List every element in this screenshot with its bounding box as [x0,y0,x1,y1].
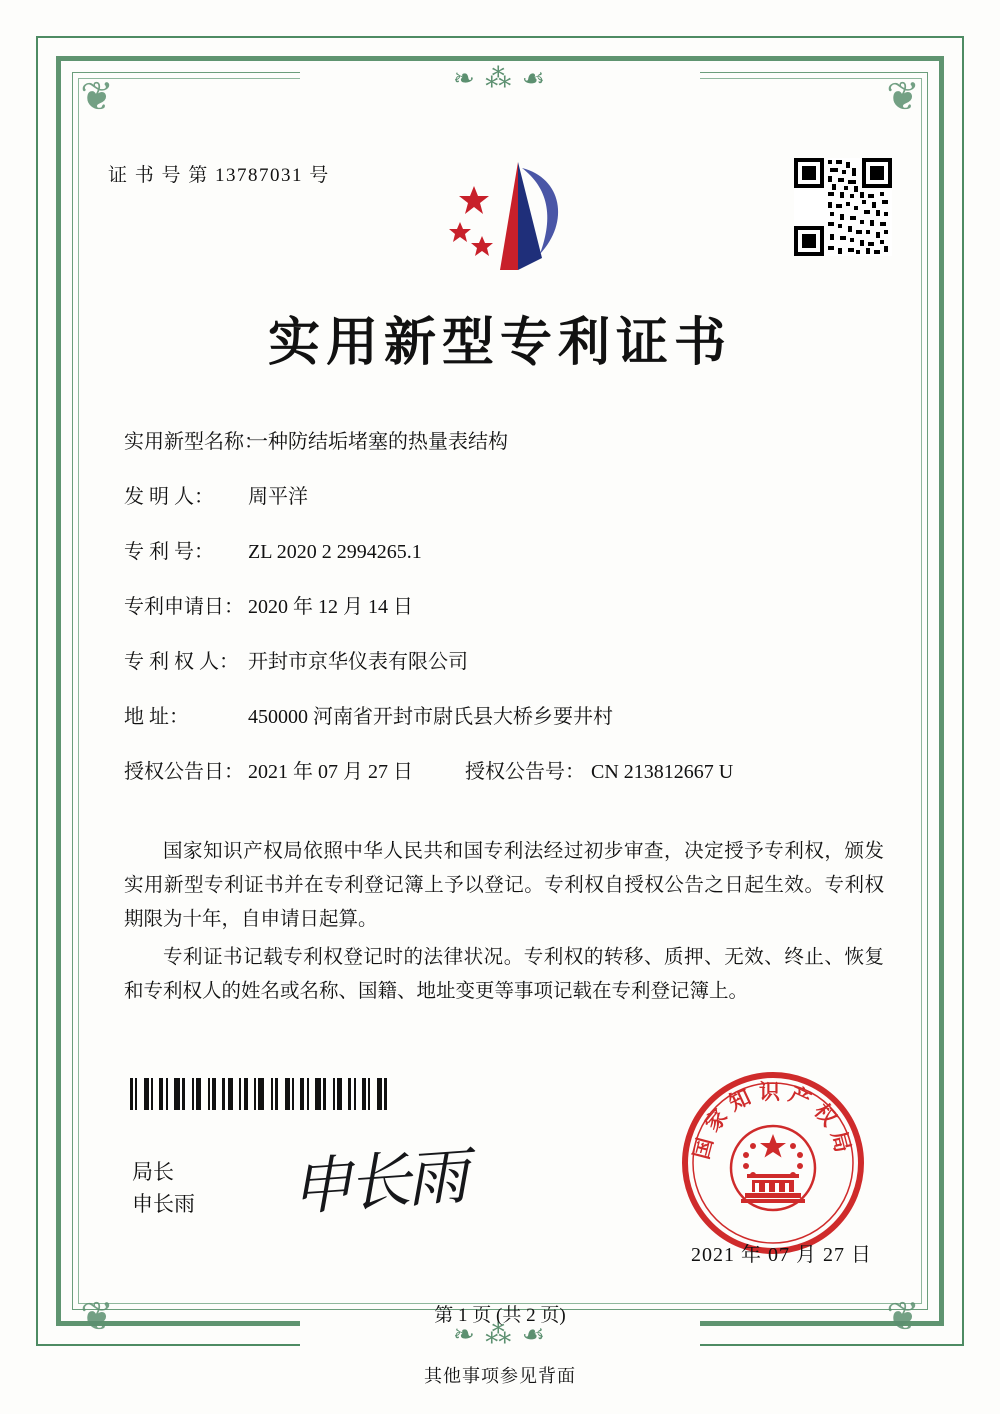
corner-ornament-top-right: ❦ [886,74,920,119]
field-row-patent-number [124,535,884,564]
field-list [124,425,884,810]
page-indicator: 第 1 页 (共 2 页) [434,1305,566,1326]
field-label-patentee: 专 利 权 人： [124,651,239,673]
field-label-patent-number: 专 利 号： [124,541,214,563]
field-value-application-date: 2020 年 12 月 14 日 [248,596,413,618]
page-title: 实用新型专利证书 [267,315,732,372]
footer-note: 其他事项参见背面 [424,1366,576,1386]
field-label-address: 地 址： [124,706,189,728]
cnipa-logo-icon [430,150,590,285]
legal-text [124,835,884,1013]
field-row-application-date [124,590,884,619]
field-label-application-date: 专利申请日： [124,596,244,618]
svg-text:国家知识产权局: 国家知识产权局 [689,1080,857,1162]
field-value-announcement-date: 2021 年 07 月 27 日 [248,761,413,783]
legal-paragraph-2: 专利证书记载专利权登记时的法律状况。专利权的转移、质押、无效、终止、恢复和专利权人的姓名或名称、国籍、地址变更等事项记载在专利登记簿上。 [124,947,884,1002]
field-value-name: 一种防结垢堵塞的热量表结构 [248,431,508,453]
corner-ornament-bottom-right: ❦ [886,1294,920,1339]
bottom-flourish-ornament: ❧ ⁂ ☙ [300,1318,700,1352]
signature-role: 局长 [132,1160,174,1184]
field-value-patent-number: ZL 2020 2 2994265.1 [248,541,422,563]
signature-name: 申长雨 [132,1192,195,1216]
barcode [130,1078,392,1110]
field-label-announcement-date: 授权公告日： [124,761,244,783]
field-label-announcement-number: 授权公告号： [465,761,585,783]
signature-block [132,1156,195,1220]
certificate-number: 证 书 号 第 13787031 号 [108,165,330,186]
field-row-name [124,425,884,454]
corner-ornament-bottom-left: ❦ [80,1294,114,1339]
field-row-inventor [124,480,884,509]
legal-paragraph-1: 国家知识产权局依照中华人民共和国专利法经过初步审查，决定授予专利权，颁发实用新型专利证书并在专利登记簿上予以登记。专利权自授权公告之日起生效。专利权期限为十年，自申请日起算。 [124,841,884,930]
handwritten-signature: 申长雨 [288,1139,467,1225]
field-value-patentee: 开封市京华仪表有限公司 [248,651,468,673]
field-label-name: 实用新型名称： [124,431,264,453]
field-value-inventor: 周平洋 [248,486,308,508]
field-label-inventor: 发 明 人： [124,486,214,508]
field-row-patentee [124,645,884,674]
field-row-announcement [124,755,884,784]
field-value-announcement-number: CN 213812667 U [591,761,734,783]
official-seal [678,1068,868,1258]
top-flourish-ornament: ❧ ⁂ ☙ [300,62,700,96]
field-value-address: 450000 河南省开封市尉氏县大桥乡要井村 [248,706,613,728]
corner-ornament-top-left: ❦ [80,74,114,119]
field-row-address [124,700,884,729]
seal-date: 2021 年 07 月 27 日 [691,1244,872,1266]
qr-code-icon [794,158,892,256]
